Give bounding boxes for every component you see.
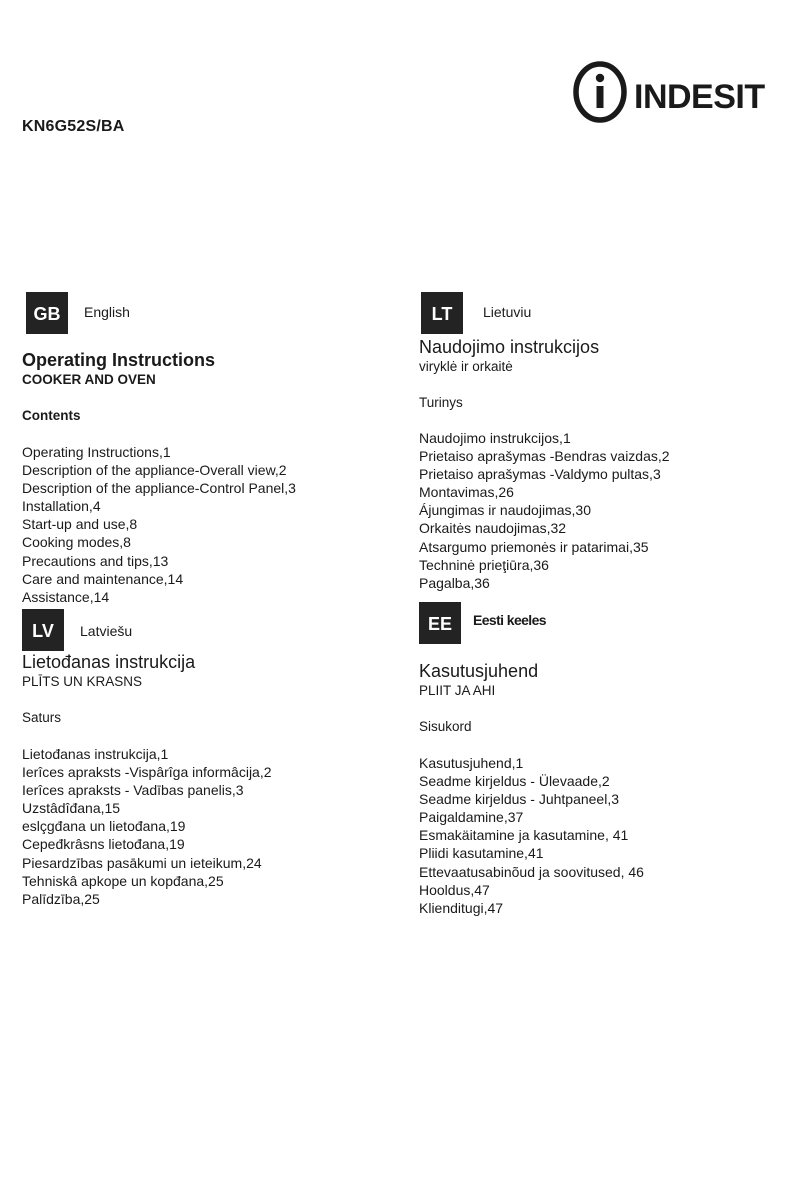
toc-item: Montavimas,26 [419,484,514,501]
toc-item: Seadme kirjeldus - Ülevaade,2 [419,773,610,790]
section-title-ee: Kasutusjuhend [419,661,539,681]
toc-lv [22,745,272,908]
toc-item: Installation,4 [22,498,101,515]
toc-item: Ájungimas ir naudojimas,30 [419,502,591,519]
section-subtitle-gb: COOKER AND OVEN [22,372,156,387]
toc-item: eslçgđana un lietođana,19 [22,818,186,835]
toc-item: Ierîces apraksts - Vadības panelis,3 [22,782,244,799]
toc-item: Operating Instructions,1 [22,444,171,460]
toc-item: Kasutusjuhend,1 [419,755,524,771]
toc-item: Tehniskâ apkope un kopđana,25 [22,872,224,889]
indesit-logo [572,60,792,124]
toc-item: Esmakäitamine ja kasutamine, 41 [419,827,629,844]
contents-label-gb: Contents [22,408,81,423]
language-badge-lv: LV [22,609,64,651]
toc-item: Atsargumo priemonės ir patarimai,35 [419,538,649,555]
toc-item: Description of the appliance-Overall view,2 [22,462,287,479]
toc-item: Klienditugi,47 [419,899,504,916]
toc-item: Paigaldamine,37 [419,809,524,826]
contents-label-lt: Turinys [419,395,463,410]
section-title-lv: Lietođanas instrukcija [22,652,196,672]
language-badge-gb: GB [26,292,68,334]
toc-item: Prietaiso aprašymas -Bendras vaizdas,2 [419,448,670,465]
language-name-lv: Latviešu [80,623,133,639]
language-name-ee: Eesti keeles [473,612,546,628]
language-badge-lt: LT [421,292,463,334]
toc-item: Piesardzības pasākumi un ieteikum,24 [22,854,262,871]
section-title-gb: Operating Instructions [22,350,216,370]
contents-label-lv: Saturs [22,710,62,725]
toc-item: Cepeđkrâsns lietođana,19 [22,836,185,853]
language-name-gb: English [84,304,130,320]
section-subtitle-lv: PLĪTS UN KRASNS [22,674,143,689]
toc-item: Care and maintenance,14 [22,570,184,587]
section-title-lt: Naudojimo instrukcijos [419,337,600,357]
toc-item: Hooldus,47 [419,881,490,898]
toc-item: Pliidi kasutamine,41 [419,845,544,862]
model-number: KN6G52S/BA [22,118,125,135]
toc-item: Assistance,14 [22,588,110,605]
toc-item: Lietođanas instrukcija,1 [22,746,169,762]
toc-item: Start-up and use,8 [22,516,138,533]
language-name-lt: Lietuviu [483,304,532,320]
toc-item: Precautions and tips,13 [22,552,169,569]
section-subtitle-lt: viryklė ir orkaitė [419,359,513,374]
toc-item: Description of the appliance-Control Panel,3 [22,480,296,497]
toc-item: Orkaitės naudojimas,32 [419,520,567,537]
toc-item: Naudojimo instrukcijos,1 [419,430,571,446]
section-subtitle-ee: PLIIT JA AHI [419,683,496,698]
toc-item: Palīdzība,25 [22,890,100,907]
toc-item: Prietaiso aprašymas -Valdymo pultas,3 [419,466,661,483]
contents-label-ee: Sisukord [419,719,472,734]
toc-lt [419,429,670,592]
logo-text: INDESIT [634,78,765,116]
language-badge-ee: EE [419,602,461,644]
toc-gb [22,443,296,606]
toc-item: Ierîces apraksts -Vispârîga informâcija,2 [22,764,272,781]
toc-item: Uzstâdîđana,15 [22,800,121,817]
toc-item: Pagalba,36 [419,574,490,591]
toc-item: Seadme kirjeldus - Juhtpaneel,3 [419,791,620,808]
toc-item: Cooking modes,8 [22,534,131,551]
toc-item: Techninė prieţiūra,36 [419,556,549,573]
toc-ee [419,754,644,917]
toc-item: Ettevaatusabinõud ja soovitused, 46 [419,863,644,880]
